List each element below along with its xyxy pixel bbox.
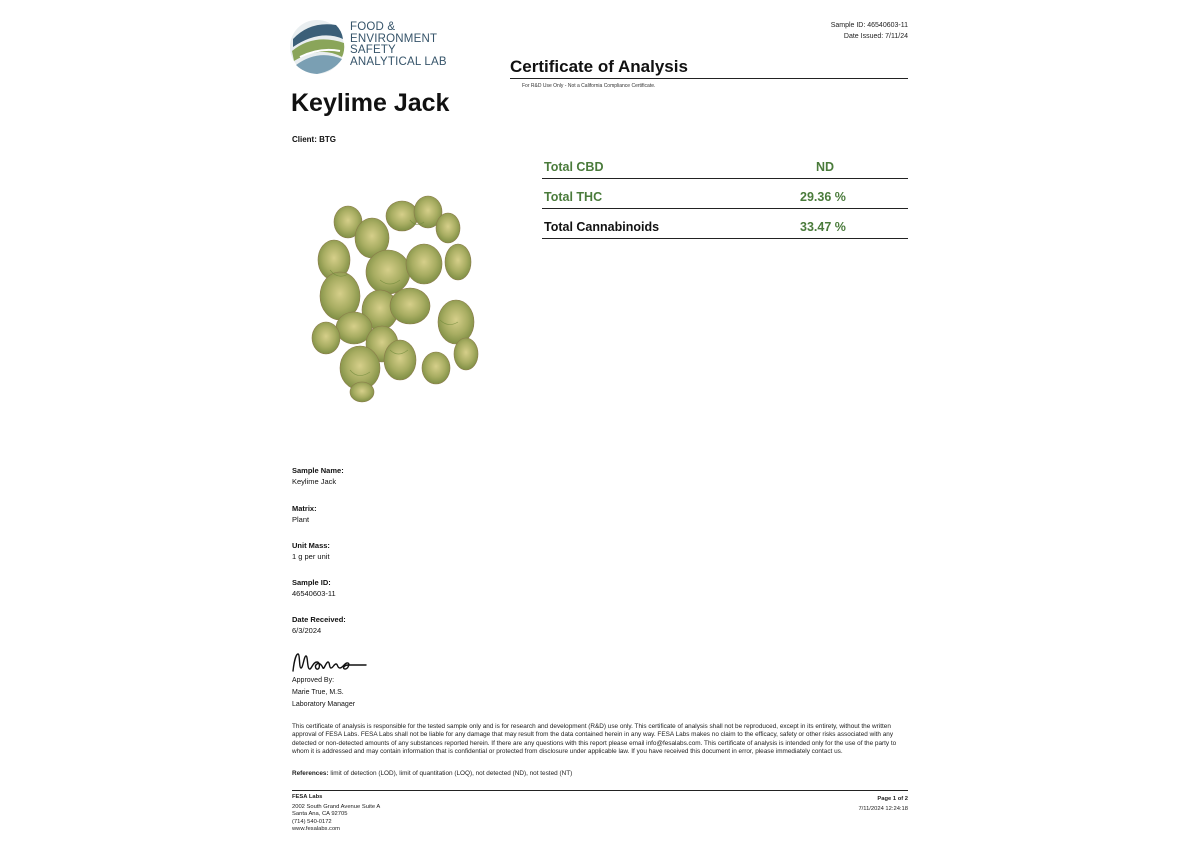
detail-matrix: [292, 504, 317, 524]
footer-phone: (714) 540-0172: [292, 818, 332, 825]
footer-website: www.fesalabs.com: [292, 826, 341, 833]
logo-line: ENVIRONMENT: [350, 32, 438, 45]
signature-image: [290, 648, 370, 676]
logo-line: FOOD &: [350, 21, 396, 33]
footer-divider: [292, 790, 908, 791]
logo-line: ANALYTICAL LAB: [350, 55, 447, 68]
detail-value: 1 g per unit: [292, 552, 330, 561]
detail-value: 6/3/2024: [292, 626, 322, 635]
approval-block: [292, 675, 355, 711]
summary-value: 33.47 %: [800, 220, 846, 234]
references-label: References:: [292, 770, 329, 777]
summary-label: Total THC: [544, 190, 603, 204]
summary-label: Total CBD: [544, 160, 604, 174]
header-meta: [831, 20, 908, 42]
footer-address-line1: 2002 South Grand Avenue Suite A: [292, 803, 381, 810]
page-number: Page 1 of 2: [877, 796, 908, 802]
logo-line: SAFETY: [350, 44, 396, 56]
summary-row-total: [542, 214, 908, 239]
detail-sample-id: [292, 578, 336, 598]
footer-page-info: [858, 794, 908, 814]
references: [292, 770, 572, 777]
references-text: limit of detection (LOD), limit of quantitation (LOQ), not detected (ND), not tested (NT): [328, 770, 573, 777]
page-title: Keylime Jack: [291, 89, 450, 117]
footer-address: [292, 794, 380, 834]
detail-label: Sample Name:: [292, 466, 344, 475]
approver-role: Laboratory Manager: [292, 701, 356, 708]
document-title: Certificate of Analysis: [510, 57, 688, 76]
detail-value: Keylime Jack: [292, 477, 337, 486]
client-label: Client: BTG: [292, 135, 336, 144]
product-photo: [290, 160, 495, 440]
summary-label: Total Cannabinoids: [544, 220, 660, 234]
detail-label: Sample ID:: [292, 578, 331, 587]
summary-value: ND: [816, 160, 835, 174]
sample-id-line: Sample ID: 46540603-11: [830, 22, 908, 29]
compliance-note: For R&D Use Only - Not a California Compliance Certificate.: [522, 83, 656, 89]
summary-value: 29.36 %: [800, 190, 846, 204]
detail-unit-mass: [292, 541, 330, 561]
disclaimer-text: This certificate of analysis is responsible for the tested sample only and is for research and development (R&D) use only. This certificate of analysis shall not be reproduced, except in its entirety, without the written approval of FESA Labs. FESA Labs shall not be liable for any damage that may result from the data contained herein in any way. FESA Labs makes no claim to the efficacy, safety or other risks associated with any detected or non-detected amounts of any substances reported herein. If there are any questions with this report please email info@fesalabs.com. This certificate of analysis is intended only for the use of the party to whom it is addressed and may contain information that is confidential or protected from disclosure under applicable law. If you have received this document in error, please immediately contact us.: [292, 723, 897, 755]
footer-address-line2: Santa Ana, CA 92705: [292, 811, 348, 818]
detail-value: 46540603-11: [292, 589, 336, 598]
logo-wordmark: [350, 22, 447, 68]
detail-label: Date Received:: [292, 615, 346, 624]
summary-row-thc: [542, 184, 908, 209]
summary-row-cbd: [542, 154, 908, 179]
header-divider: [510, 78, 908, 79]
footer-timestamp: 7/11/2024 12:24:18: [858, 806, 908, 812]
footer-company: FESA Labs: [292, 794, 323, 800]
date-issued-line: Date Issued: 7/11/24: [843, 33, 908, 40]
detail-label: Unit Mass:: [292, 541, 330, 550]
detail-sample-name: [292, 466, 344, 486]
approved-by-label: Approved By:: [292, 677, 335, 684]
detail-date-received: [292, 615, 346, 635]
detail-label: Matrix:: [292, 504, 317, 513]
detail-value: Plant: [292, 515, 310, 524]
approver-name: Marie True, M.S.: [292, 689, 344, 696]
